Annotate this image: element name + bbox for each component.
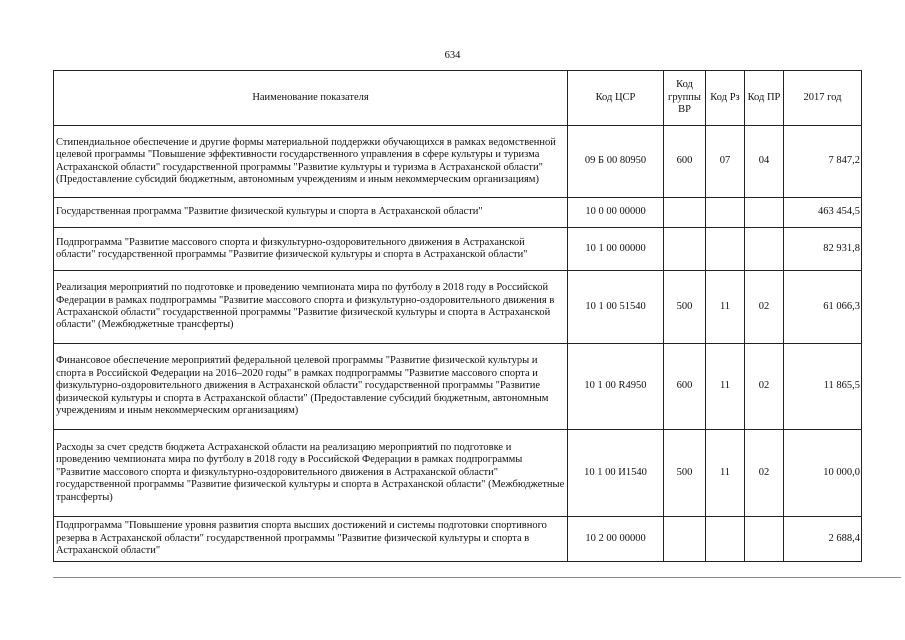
row-amount: 463 454,5 (784, 198, 862, 228)
row-vr (664, 228, 706, 271)
row-name: Подпрограмма "Повышение уровня развития спорта высших достижений и системы подготовки спортивного резерва в Астраханской области" государственной программы "Развитие физической культуры и спорта в Астраханской области" (54, 517, 568, 562)
row-amount: 2 688,4 (784, 517, 862, 562)
page-number: 634 (444, 50, 461, 61)
row-name: Расходы за счет средств бюджета Астраханской области на реализацию мероприятий по подготовке и проведению чемпионата мира по футболу в 2018 году в Российской Федерации в рамках подпрограммы "Развитие массового спорта и физкультурно-оздоровительного движения в Астраханской области" государственной программы "Развитие физической культуры и спорта в Астраханской области" (Межбюджетные трансферты) (54, 430, 568, 517)
row-name: Государственная программа "Развитие физической культуры и спорта в Астраханской области" (54, 198, 568, 228)
table-row (54, 430, 862, 517)
row-csr: 10 1 00 И1540 (568, 430, 664, 517)
row-csr: 10 1 00 R4950 (568, 344, 664, 430)
row-pr (745, 198, 784, 228)
row-name: Подпрограмма "Развитие массового спорта и физкультурно-оздоровительного движения в Астраханской области" государственной программы "Развитие физической культуры и спорта в Астраханской области" (54, 228, 568, 271)
row-amount: 82 931,8 (784, 228, 862, 271)
table-row (54, 228, 862, 271)
row-pr: 04 (745, 126, 784, 198)
row-csr: 09 Б 00 80950 (568, 126, 664, 198)
row-pr: 02 (745, 430, 784, 517)
row-vr (664, 198, 706, 228)
row-pr (745, 228, 784, 271)
header-csr: Код ЦСР (568, 71, 664, 126)
table-row (54, 271, 862, 344)
header-vr: Код группы ВР (664, 71, 706, 126)
row-csr: 10 2 00 00000 (568, 517, 664, 562)
row-name: Финансовое обеспечение мероприятий федеральной целевой программы "Развитие физической культуры и спорта в Российской Федерации на 2016–2020 годы" в рамках подпрограммы "Развитие массового спорта и физкультурно-оздоровительного движения в Астраханской области" государственной программы "Развитие физической культуры и спорта в Астраханской области" (Предоставление субсидий бюджетным, автономным учреждениям и иным некоммерческим организациям) (54, 344, 568, 430)
row-rz (706, 517, 745, 562)
row-amount: 61 066,3 (784, 271, 862, 344)
row-rz: 11 (706, 344, 745, 430)
row-vr (664, 517, 706, 562)
header-row (54, 71, 862, 126)
row-vr: 600 (664, 344, 706, 430)
table-row (54, 126, 862, 198)
page-bottom-rule (53, 577, 901, 578)
row-rz: 11 (706, 430, 745, 517)
row-rz (706, 228, 745, 271)
row-pr: 02 (745, 344, 784, 430)
table-row (54, 198, 862, 228)
row-rz: 07 (706, 126, 745, 198)
row-csr: 10 1 00 51540 (568, 271, 664, 344)
row-rz: 11 (706, 271, 745, 344)
row-vr: 600 (664, 126, 706, 198)
row-name: Реализация мероприятий по подготовке и проведению чемпионата мира по футболу в 2018 году в Российской Федерации в рамках подпрограммы "Развитие массового спорта и физкультурно-оздоровительного движения в Астраханской области" государственной программы "Развитие физической культуры и спорта в Астраханской области" (Межбюджетные трансферты) (54, 271, 568, 344)
row-amount: 11 865,5 (784, 344, 862, 430)
row-name: Стипендиальное обеспечение и другие формы материальной поддержки обучающихся в рамках ведомственной целевой программы "Повышение эффективности государственного управления в сфере культуры и туризма Астраханской области" государственной программы "Развитие культуры и туризма в Астраханской области" (Предоставление субсидий бюджетным, автономным учреждениям и иным некоммерческим организациям) (54, 126, 568, 198)
row-pr: 02 (745, 271, 784, 344)
header-pr: Код ПР (745, 71, 784, 126)
header-rz: Код Рз (706, 71, 745, 126)
row-vr: 500 (664, 271, 706, 344)
row-vr: 500 (664, 430, 706, 517)
budget-table (53, 70, 862, 562)
row-amount: 10 000,0 (784, 430, 862, 517)
row-pr (745, 517, 784, 562)
table-row (54, 517, 862, 562)
header-name: Наименование показателя (54, 71, 568, 126)
row-csr: 10 1 00 00000 (568, 228, 664, 271)
row-rz (706, 198, 745, 228)
header-year: 2017 год (784, 71, 862, 126)
table-row (54, 344, 862, 430)
row-amount: 7 847,2 (784, 126, 862, 198)
row-csr: 10 0 00 00000 (568, 198, 664, 228)
